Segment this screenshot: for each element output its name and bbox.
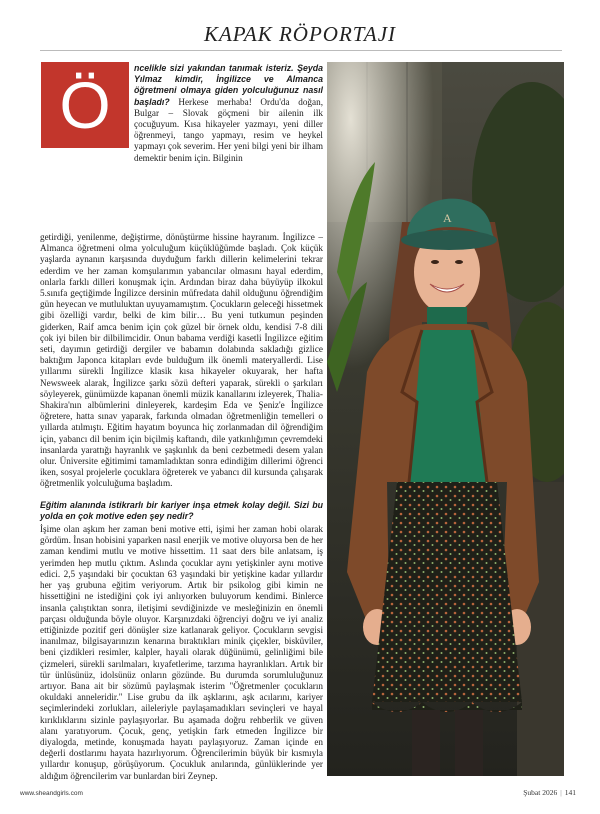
svg-text:A: A [443,211,452,225]
question-1: ncelikle sizi yakından tanımak isteriz. Şeyda Yılmaz kimdir, İngilizce ve Almanca öğretmeni olmaya giden yolculuğunuz nasıl başladı? [134,63,323,107]
portrait-photo [327,62,564,776]
section-title: KAPAK RÖPORTAJI [203,22,397,46]
issue-date: Şubat 2026 [523,788,558,797]
answer-1-intro: Herkese merhaba! Ordu'da doğan, Bulgar – Slovak göçmeni bir ailenin ilk çocuğuyum. Kısa hikayeler yazmayı, yeni diller öğrenmeyi, tango yapmayı, resim ve heykel yapmayı çok severim. Her yeni bilgi yeni bir ilham demektir benim için. Bilginin [134,96,323,163]
header-divider [40,50,562,51]
page-number: 141 [564,788,576,797]
answer-1-body: getirdiği, yenilenme, değiştirme, dönüştürme hissine hayranım. İngilizce –Almanca öğretmeni olma yolculuğum küçüklüğümde başladı. Çok küçük yaşlarda aynanın karşısında duyduğum farklı dillerin kelimelerini tekrar ederdim ve her zaman komşularımın yabancılar olmasını hayal ederdim, onlarla farklı dilleri konuşmak için. Ardından biraz daha büyüyüp ilkokul 5.sınıfa geçtiğimde İngilizce dersinin müfredata dahil olduğunu öğrendiğim gün heyecan ve mutluluktan uyuyamamıştım. Çocukların geleceği hissetmek gibi özelliği vardır, belki de kim bilir… Bu yeni tutkumun peşinden giderken, Raif amca benim için çok güzel bir örnek oldu, kendisi 7-8 dili çok iyi bilen bir dilbilimcidir. Onun babama verdiği kasetli İngilizce eğitim seti, dayımın getirdiği dergiler ve babamın dolabında sakladığı gizlice baktığım Japonca kitapları evde bulduğum ilk önemli materyallerdi. Lise yıllarımı sürekli İngilizce klasik kısa hikayeler okuyarak, her hafta Newsweek alarak, İngilizce şarkı sözü defteri yaparak, sürekli o şarkıları söyleyerek, günümüzde kapanan önemli müzik kanallarını izleyerek, Thalia-Shakira'nın albümlerini dinleyerek, kardeşim Eda ve Şeniz'e İngilizce öğretere, hatta sınav yaparak, farkında olmadan öğretmenliğin temelleri o yıllarda atılmıştı. Eğitim hayatım boyunca hiç zorlanmadan dil öğrendiğim için, yabancı dil benim için biçilmiş kaftandı, dile yatkınlığımın çevremdeki insanlarda yarattığı hayranlık ve şaşkınlık da beni cezbetmedi desem yalan olur. Üniversite eğitimimi tamamladıktan sonra edindiğim dillerimi öğrenci iken, sosyal projelerle çocuklara öğreterek ve yabancı dil kursunda çalışarak öğretmenlik yolculuğuma başladım. [40,232,323,489]
article-body [40,232,323,782]
answer-2: İşime olan aşkım her zaman beni motive etti, işimi her zaman hobi olarak gördüm. İnsan hobisini yaparken nasıl enerjik ve motive oluyorsa ben de her zaman kendimi mutlu ve motive hissettim. 11 saat ders bile anlatsam, iş yerimden hep mutlu çıktım. Aslında çocuklar aynı yetişkinler aynı motive edici. 2,5 yaşındaki bir çocuktan 63 yaşındaki bir yetişkine kadar yıllardır her yaş grubuna eğitim veriyorum. Artık bir psikolog gibi kimin ne hissettiğini ne istediğini çok iyi anlıyorken buluyorum kendimi. Binlerce insanla çalıştıktan sonra, iletişimi sevdiğinizde ve mesleğinizin en önemli parçası olduğunda böyle oluyor. Karşınızdaki öğrenciyi doğru ve iyi analiz ettiğinizde pozitif geri dönüşler size katlanarak geliyor. Çocukların sevgisi inanılmaz, bilgisayarınızın kenarına bıraktıkları minik çiçekler, bisküviler, beni çizdikleri resimler, kalpler, hayali olarak düğünümü, gelinliğimi bile çizmeleri, sürekli sarılmaları, kıyafetlerime, tarzıma hayranlıkları. Artık bir tür ünlüsünüz, idolsünüz onların gözünde. Bu durumda sorumluluğunuz artıyor. Bana ait bir sözümü paylaşmak isterim "Öğretmenler çocukların okuldaki anneleridir." Lise grubu da ilk aşklarını, aşk acılarını, kariyer seçimlerindeki zorlukları, aileleriyle paylaşamadıkları sevinçleri ve hayal kırıklıklarını sizinle paylaşıyorlar. Bu aşamada doğru rehberlik ve güven alanı yaratıyorum. Çocuk, genç, yetişkin fark etmeden İngilizce bir diyalogda, metinde, konuşmada hayatı paylaşıyoruz. Zaman içinde en değerli dostlarımı hayata hazırlıyorum. Öğrencilerimin büyük bir kısmıyla yıllardır konuşup, görüşüyorum. Çocukluk anılarında, günlüklerinde yer aldığım öğrencilerim var bunlardan biri Zeynep. [40,524,323,781]
website-url: www.sheandgirls.com [20,790,83,797]
drop-cap: Ö [41,62,129,148]
article-intro [134,63,323,164]
page-footer: Şubat 2026 | 141 [523,788,576,797]
question-2: Eğitim alanında istikrarlı bir kariyer inşa etmek kolay değil. Sizi bu yolda en çok motive eden şey nedir? [40,499,323,521]
